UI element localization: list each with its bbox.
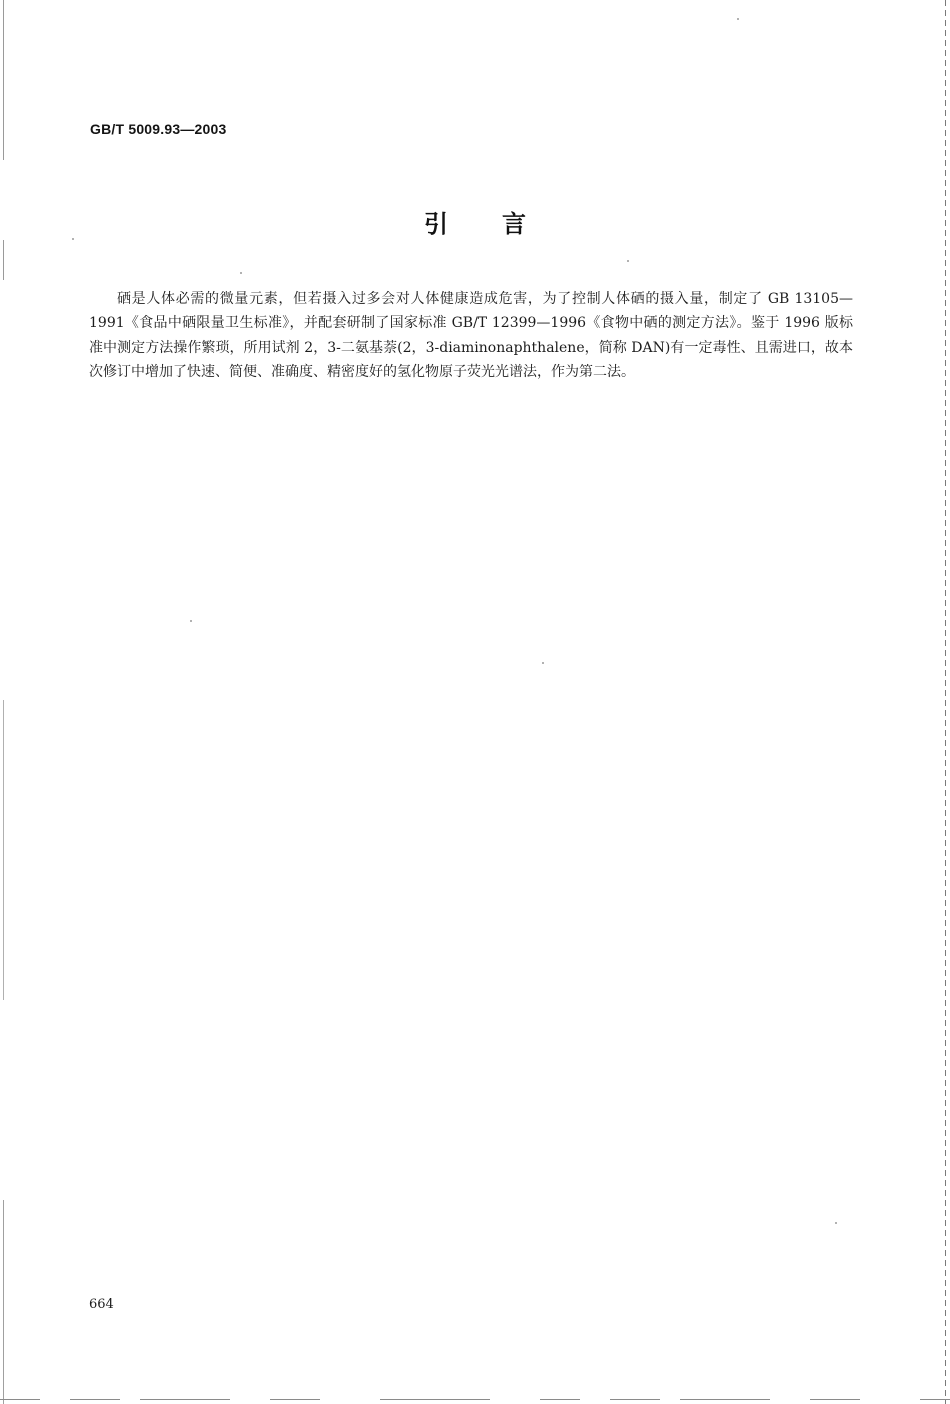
scan-speck — [190, 620, 192, 622]
page-number: 664 — [89, 1297, 114, 1312]
scan-speck — [737, 18, 739, 20]
section-title: 引言 — [424, 210, 580, 238]
scan-speck — [240, 272, 242, 274]
scan-speck — [542, 662, 544, 664]
scan-speck — [627, 260, 629, 262]
intro-paragraph: 硒是人体必需的微量元素，但若摄入过多会对人体健康造成危害，为了控制人体硒的摄入量，制定了 GB 13105—1991《食品中硒限量卫生标准》，并配套研制了国家标准 GB/T 12399—1996《食物中硒的测定方法》。鉴于 1996 版标准中测定方法操作繁琐，所用试剂 2，3-二氨基萘(2，3-diaminonaphthalene，简称 DAN)有一定毒性、且需进口，故本次修订中增加了快速、简便、准确度、精密度好的氢化物原子荧光光谱法，作为第二法。 — [89, 291, 853, 381]
scan-edge-bottom — [0, 1399, 950, 1400]
standard-code: GB/T 5009.93—2003 — [90, 121, 227, 137]
scan-speck — [835, 1222, 837, 1224]
